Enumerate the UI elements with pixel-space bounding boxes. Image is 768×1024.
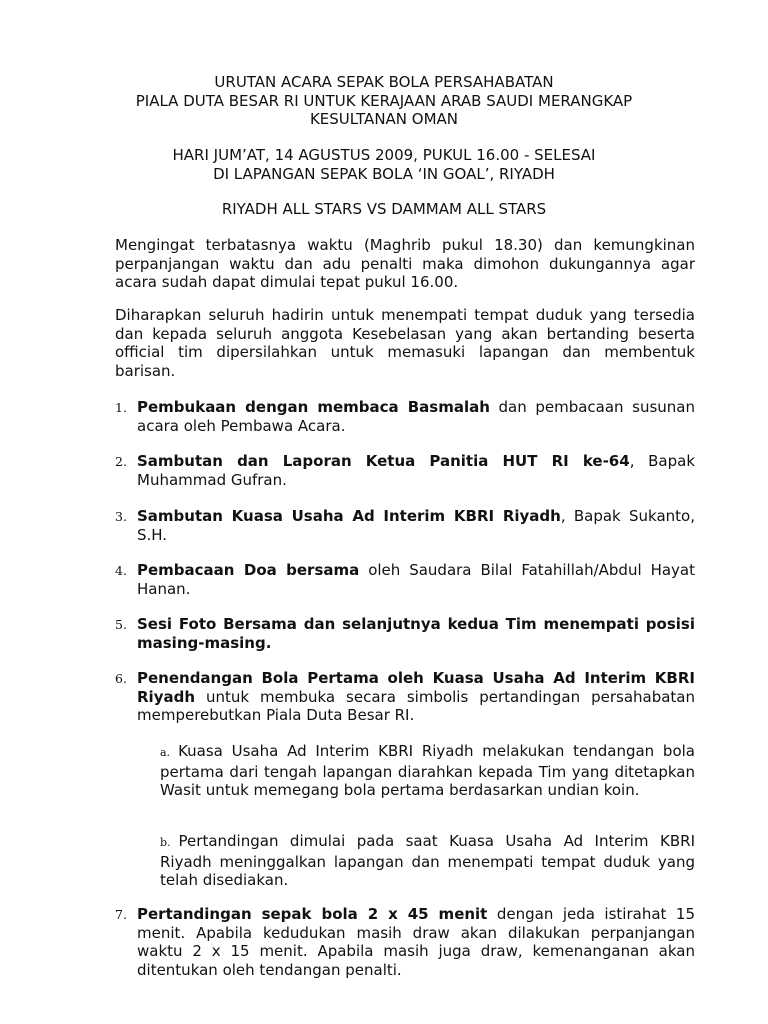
agenda-item [115, 669, 695, 725]
document-title [0, 73, 768, 129]
intro-paragraph-1: Mengingat terbatasnya waktu (Maghrib pukul 18.30) dan kemungkinan perpanjangan waktu dan adu penalti maka dimohon dukungannya agar acara sudah dapat dimulai tepat pukul 16.00. [115, 236, 695, 291]
item-number: 3. [115, 509, 127, 524]
subitem-letter: b. [160, 836, 171, 849]
item-number: 1. [115, 400, 127, 415]
item-bold-text: Sesi Foto Bersama dan selanjutnya kedua Tim menempati posisi masing-masing. [137, 615, 695, 652]
item-bold-text: Pembukaan dengan membaca Basmalah [137, 398, 490, 416]
intro-paragraph-2: Diharapkan seluruh hadirin untuk menempati tempat duduk yang tersedia dan kepada seluruh anggota Kesebelasan yang akan bertanding beserta official tim dipersilahkan untuk memasuki lapangan dan membentuk barisan. [115, 306, 695, 380]
event-details [0, 146, 768, 183]
agenda-item [115, 507, 695, 544]
agenda-item [115, 398, 695, 435]
item-number: 2. [115, 454, 127, 469]
item-text: oleh Saudara Bilal Fatahillah/Abdul Hayat Hanan. [137, 561, 695, 598]
subitem-text: Pertandingan dimulai pada saat Kuasa Usaha Ad Interim KBRI Riyadh meninggalkan lapangan dan menempati tempat duduk yang telah disediakan. [160, 832, 695, 889]
title-line-3: KESULTANAN OMAN [309, 110, 459, 128]
agenda-item [115, 615, 695, 652]
item-bold-text: Sambutan Kuasa Usaha Ad Interim KBRI Riyadh [137, 507, 561, 525]
agenda-subitem [160, 832, 695, 890]
match-title: RIYADH ALL STARS VS DAMMAM ALL STARS [221, 200, 547, 218]
item-text: , Bapak Muhammad Gufran. [137, 452, 696, 489]
item-number: 4. [115, 563, 127, 578]
item-text: untuk membuka secara simbolis pertandingan persahabatan memperebutkan Piala Duta Besar RI. [137, 687, 695, 724]
item-text: dan pembacaan susunan acara oleh Pembawa Acara. [137, 398, 696, 435]
event-venue-line: DI LAPANGAN SEPAK BOLA ‘IN GOAL’, RIYADH [213, 164, 555, 183]
item-bold-text: Penendangan Bola Pertama oleh Kuasa Usaha Ad Interim KBRI Riyadh [137, 669, 695, 706]
item-text: dengan jeda istirahat 15 menit. Apabila kedudukan masih draw akan dilakukan perpanjangan waktu 2 x 15 menit. Apabila masih juga draw, kemenanganan akan ditentukan oleh tendangan penalti. [137, 905, 695, 979]
agenda-subitem [160, 742, 695, 800]
item-number: 6. [115, 671, 127, 686]
agenda-item [115, 561, 695, 598]
item-bold-text: Pembacaan Doa bersama [137, 561, 360, 579]
event-date-line: HARI JUM’AT, 14 AGUSTUS 2009, PUKUL 16.00 - SELESAI [172, 146, 596, 164]
item-bold-text: Sambutan dan Laporan Ketua Panitia HUT RI ke-64 [137, 452, 630, 470]
item-number: 5. [115, 617, 127, 632]
agenda-item [115, 452, 695, 489]
title-line-1: URUTAN ACARA SEPAK BOLA PERSAHABATAN [214, 73, 554, 91]
agenda-item [115, 905, 695, 979]
subitem-letter: a. [160, 746, 171, 759]
item-bold-text: Pertandingan sepak bola 2 x 45 menit [137, 905, 488, 923]
title-line-2: PIALA DUTA BESAR RI UNTUK KERAJAAN ARAB SAUDI MERANGKAP [135, 91, 633, 110]
subitem-text: Kuasa Usaha Ad Interim KBRI Riyadh melakukan tendangan bola pertama dari tengah lapangan diarahkan kepada Tim yang ditetapkan Wasit untuk memegang bola pertama berdasarkan undian koin. [160, 742, 695, 799]
item-number: 7. [115, 907, 127, 922]
item-text: , Bapak Sukanto, S.H. [137, 507, 695, 544]
